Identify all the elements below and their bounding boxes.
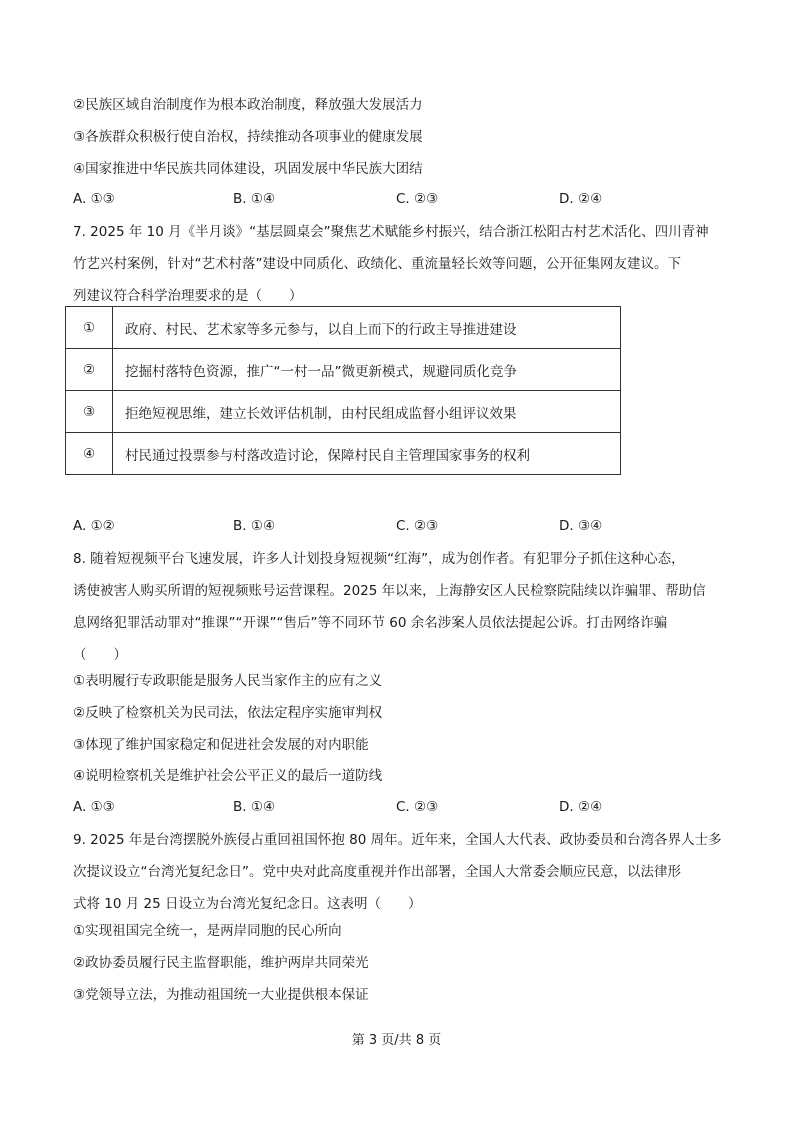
q7-table-text: 政府、村民、艺术家等多元参与，以自上而下的行政主导推进建设 — [113, 307, 621, 349]
q8-option-a[interactable]: A. ①③ — [73, 799, 115, 815]
q6-option-a[interactable]: A. ①③ — [73, 191, 115, 207]
q6-item-4: ④国家推进中华民族共同体建设，巩固发展中华民族大团结 — [73, 161, 423, 177]
q6-options — [73, 191, 733, 209]
table-row — [66, 307, 621, 349]
q7-table-num: ① — [66, 307, 113, 349]
q6-item-3: ③各族群众积极行使自治权，持续推动各项事业的健康发展 — [73, 129, 423, 145]
q8-item-4: ④说明检察机关是维护社会公平正义的最后一道防线 — [73, 768, 383, 784]
q9-stem — [73, 824, 725, 920]
q8-option-c[interactable]: C. ②③ — [396, 799, 439, 815]
q8-option-d[interactable]: D. ②④ — [559, 799, 603, 815]
q7-stem-line: 7. 2025 年 10 月《半月谈》“基层圆桌会”聚焦艺术赋能乡村振兴，结合浙江松阳古村艺术活化、四川青神 — [73, 224, 709, 240]
q8-options — [73, 799, 733, 817]
q7-table-text: 挖掘村落特色资源，推广“一村一品”微更新模式，规避同质化竞争 — [113, 349, 621, 391]
q6-item-2: ②民族区域自治制度作为根本政治制度，释放强大发展活力 — [73, 97, 423, 113]
q7-stem-line: 列建议符合科学治理要求的是（ ） — [73, 288, 303, 304]
q6-option-d[interactable]: D. ②④ — [559, 191, 603, 207]
q8-item-3: ③体现了维护国家稳定和促进社会发展的对内职能 — [73, 737, 369, 753]
table-row — [66, 349, 621, 391]
q7-option-a[interactable]: A. ①② — [73, 518, 115, 534]
q8-stem — [73, 543, 725, 671]
table-row — [66, 391, 621, 433]
q8-option-b[interactable]: B. ①④ — [233, 799, 276, 815]
q8-stem-line: （ ） — [73, 647, 127, 663]
q9-item-1: ①实现祖国完全统一，是两岸同胞的民心所向 — [73, 923, 342, 939]
q7-table-num: ③ — [66, 391, 113, 433]
q8-stem-line: 诱使被害人购买所谓的短视频账号运营课程。2025 年以来，上海静安区人民检察院陆续以诈骗罪、帮助信 — [73, 583, 706, 599]
q7-option-b[interactable]: B. ①④ — [233, 518, 276, 534]
q7-option-c[interactable]: C. ②③ — [396, 518, 439, 534]
q7-options — [73, 518, 733, 536]
q8-stem-line: 息网络犯罪活动罪对“推课”“开课”“售后”等不同环节 60 余名涉案人员依法提起公诉。打击网络诈骗 — [73, 615, 668, 631]
q9-stem-line: 9. 2025 年是台湾摆脱外族侵占重回祖国怀抱 80 周年。近年来，全国人大代表、政协委员和台湾各界人士多 — [73, 832, 722, 848]
page-number: 第 3 页/共 8 页 — [351, 1033, 442, 1048]
q7-option-d[interactable]: D. ③④ — [559, 518, 603, 534]
q9-stem-line: 式将 10 月 25 日设立为台湾光复纪念日。这表明（ ） — [73, 896, 422, 912]
q6-option-c[interactable]: C. ②③ — [396, 191, 439, 207]
table-row — [66, 433, 621, 475]
q7-table-text: 拒绝短视思维，建立长效评估机制，由村民组成监督小组评议效果 — [113, 391, 621, 433]
q8-item-2: ②反映了检察机关为民司法，依法定程序实施审判权 — [73, 705, 383, 721]
q6-option-b[interactable]: B. ①④ — [233, 191, 276, 207]
q9-stem-line: 次提议设立“台湾光复纪念日”。党中央对此高度重视并作出部署，全国人大常委会顺应民意，以法律形 — [73, 864, 681, 880]
q9-item-2: ②政协委员履行民主监督职能，维护两岸共同荣光 — [73, 955, 369, 971]
q7-table-text: 村民通过投票参与村落改造讨论，保障村民自主管理国家事务的权利 — [113, 433, 621, 475]
q7-stem-line: 竹艺兴村案例，针对“艺术村落”建设中同质化、政绩化、重流量轻长效等问题，公开征集网友建议。下 — [73, 256, 681, 272]
q7-table-num: ② — [66, 349, 113, 391]
q7-table-num: ④ — [66, 433, 113, 475]
q9-item-3: ③党领导立法，为推动祖国统一大业提供根本保证 — [73, 987, 369, 1003]
q7-choice-table — [65, 306, 621, 475]
q7-stem — [73, 216, 725, 312]
q8-stem-line: 8. 随着短视频平台飞速发展，许多人计划投身短视频“红海”，成为创作者。有犯罪分子抓住这种心态， — [73, 551, 685, 567]
q8-item-1: ①表明履行专政职能是服务人民当家作主的应有之义 — [73, 673, 383, 689]
